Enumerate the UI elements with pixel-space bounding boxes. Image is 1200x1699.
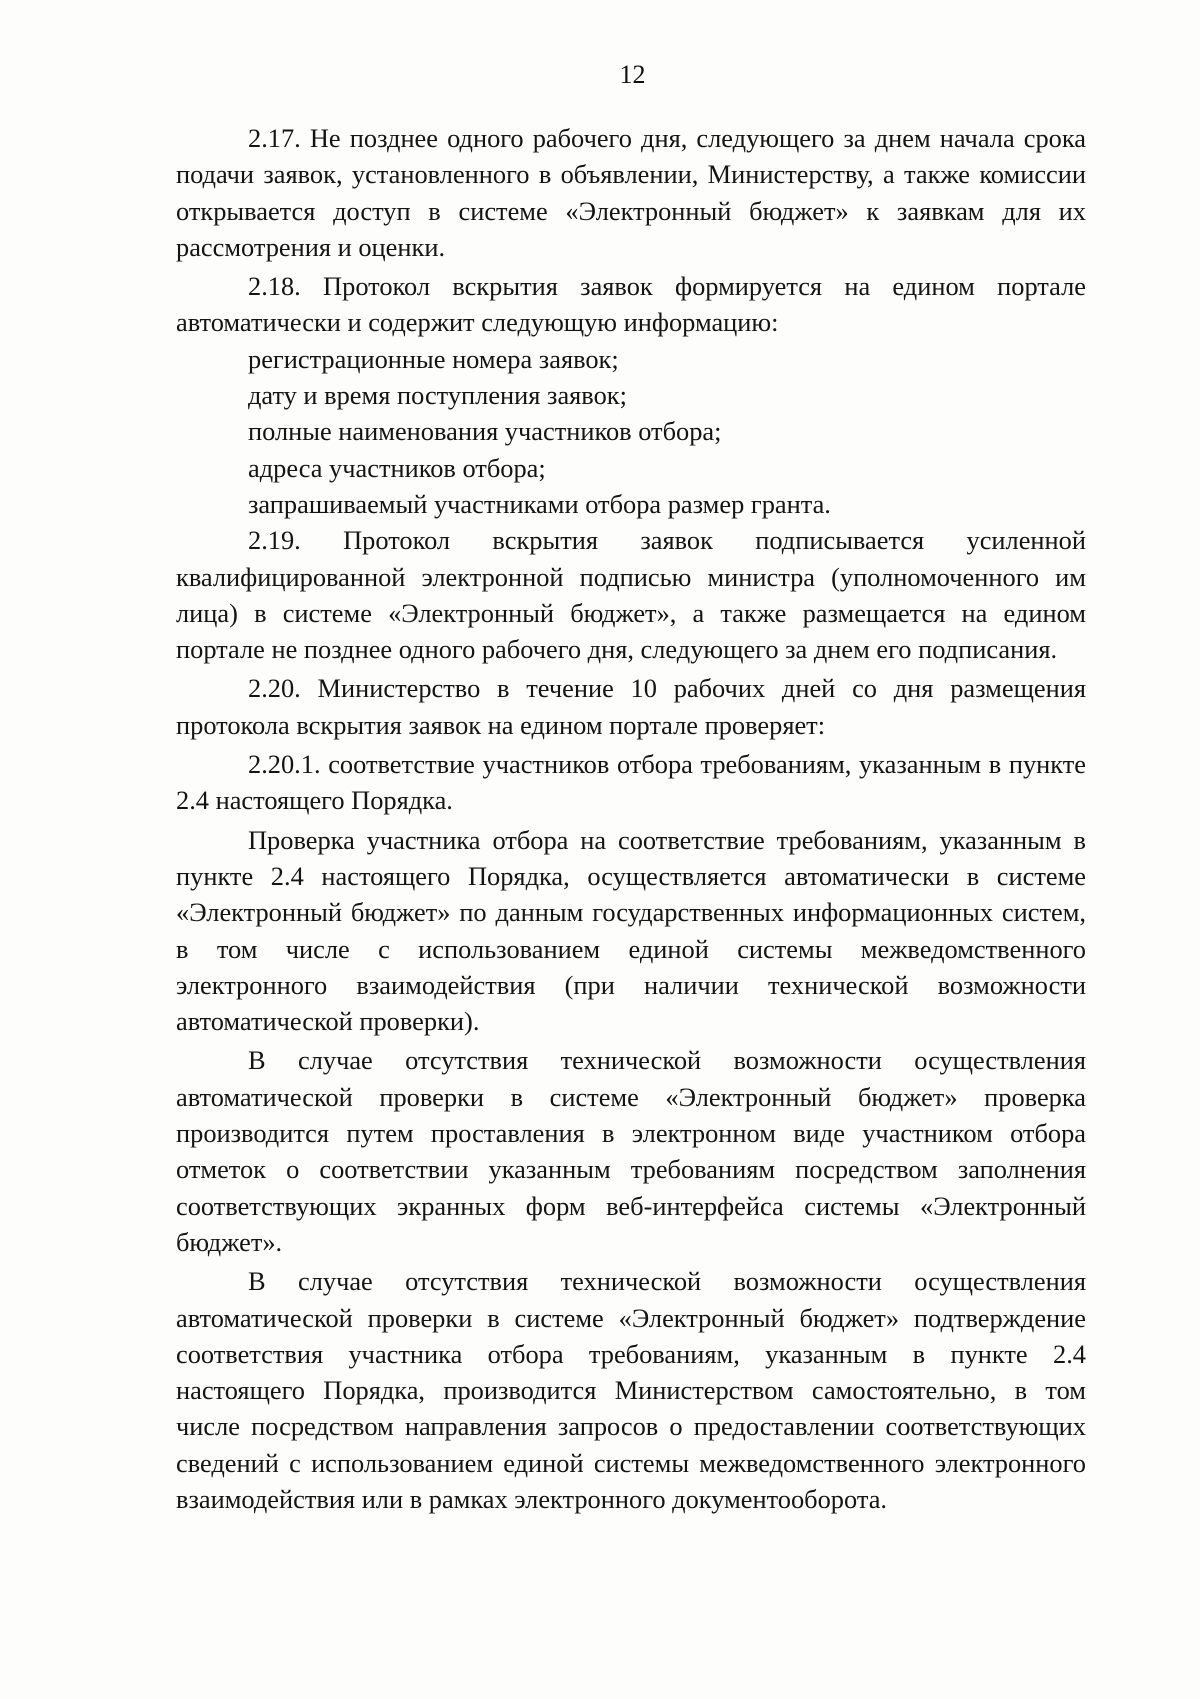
page-number: 12 bbox=[619, 60, 646, 89]
paragraph-2-20-1: 2.20.1. соответствие участников отбора требованиям, указанным в пункте 2.4 настоящего Порядка. bbox=[176, 749, 1086, 816]
list-item: дату и время поступления заявок; bbox=[248, 380, 627, 411]
paragraph-2-18: 2.18. Протокол вскрытия заявок формируется на едином портале автоматически и содержит следующую информацию: bbox=[176, 271, 1086, 338]
paragraph-2-20: 2.20. Министерство в течение 10 рабочих дней со дня размещения протокола вскрытия заявок на едином портале проверяет: bbox=[176, 673, 1086, 740]
paragraph-verification: Проверка участника отбора на соответствие требованиям, указанным в пункте 2.4 настоящего Порядка, осуществляется автоматически в системе «Электронный бюджет» по данным государственных информационных систем, в том числе с использованием единой системы межведомственного электронного взаимодействия (при наличии технической возможности автоматической проверки). bbox=[176, 824, 1086, 1037]
paragraph-2-17: 2.17. Не позднее одного рабочего дня, следующего за днем начала срока подачи заявок, установленного в объявлении, Министерству, а также комиссии открывается доступ в системе «Электронный бюджет» к заявкам для их рассмотрения и оценки. bbox=[176, 123, 1086, 262]
list-item: регистрационные номера заявок; bbox=[248, 343, 619, 374]
paragraph-no-technical-possibility-2: В случае отсутствия технической возможности осуществления автоматической проверки в системе «Электронный бюджет» подтверждение соответствия участника отбора требованиям, указанным в пункте 2.4 настоящего Порядка, производится Министерством самостоятельно, в том числе посредством направления запросов о предоставлении соответствующих сведений с использованием единой системы межведомственного электронного взаимодействия или в рамках электронного документооборота. bbox=[176, 1266, 1086, 1514]
document-body bbox=[176, 120, 1086, 1517]
list-item: адреса участников отбора; bbox=[248, 452, 546, 483]
paragraph-no-technical-possibility-1: В случае отсутствия технической возможности осуществления автоматической проверки в системе «Электронный бюджет» проверка производится путем проставления в электронном виде участником отбора отметок о соответствии указанным требованиям посредством заполнения соответствующих экранных форм веб-интерфейса системы «Электронный бюджет». bbox=[176, 1045, 1086, 1257]
list-item: полные наименования участников отбора; bbox=[248, 416, 722, 447]
paragraph-2-19: 2.19. Протокол вскрытия заявок подписывается усиленной квалифицированной электронной подписью министра (уполномоченного им лица) в системе «Электронный бюджет», а также размещается на едином портале не позднее одного рабочего дня, следующего за днем его подписания. bbox=[176, 525, 1086, 665]
list-item: запрашиваемый участниками отбора размер гранта. bbox=[248, 488, 831, 519]
